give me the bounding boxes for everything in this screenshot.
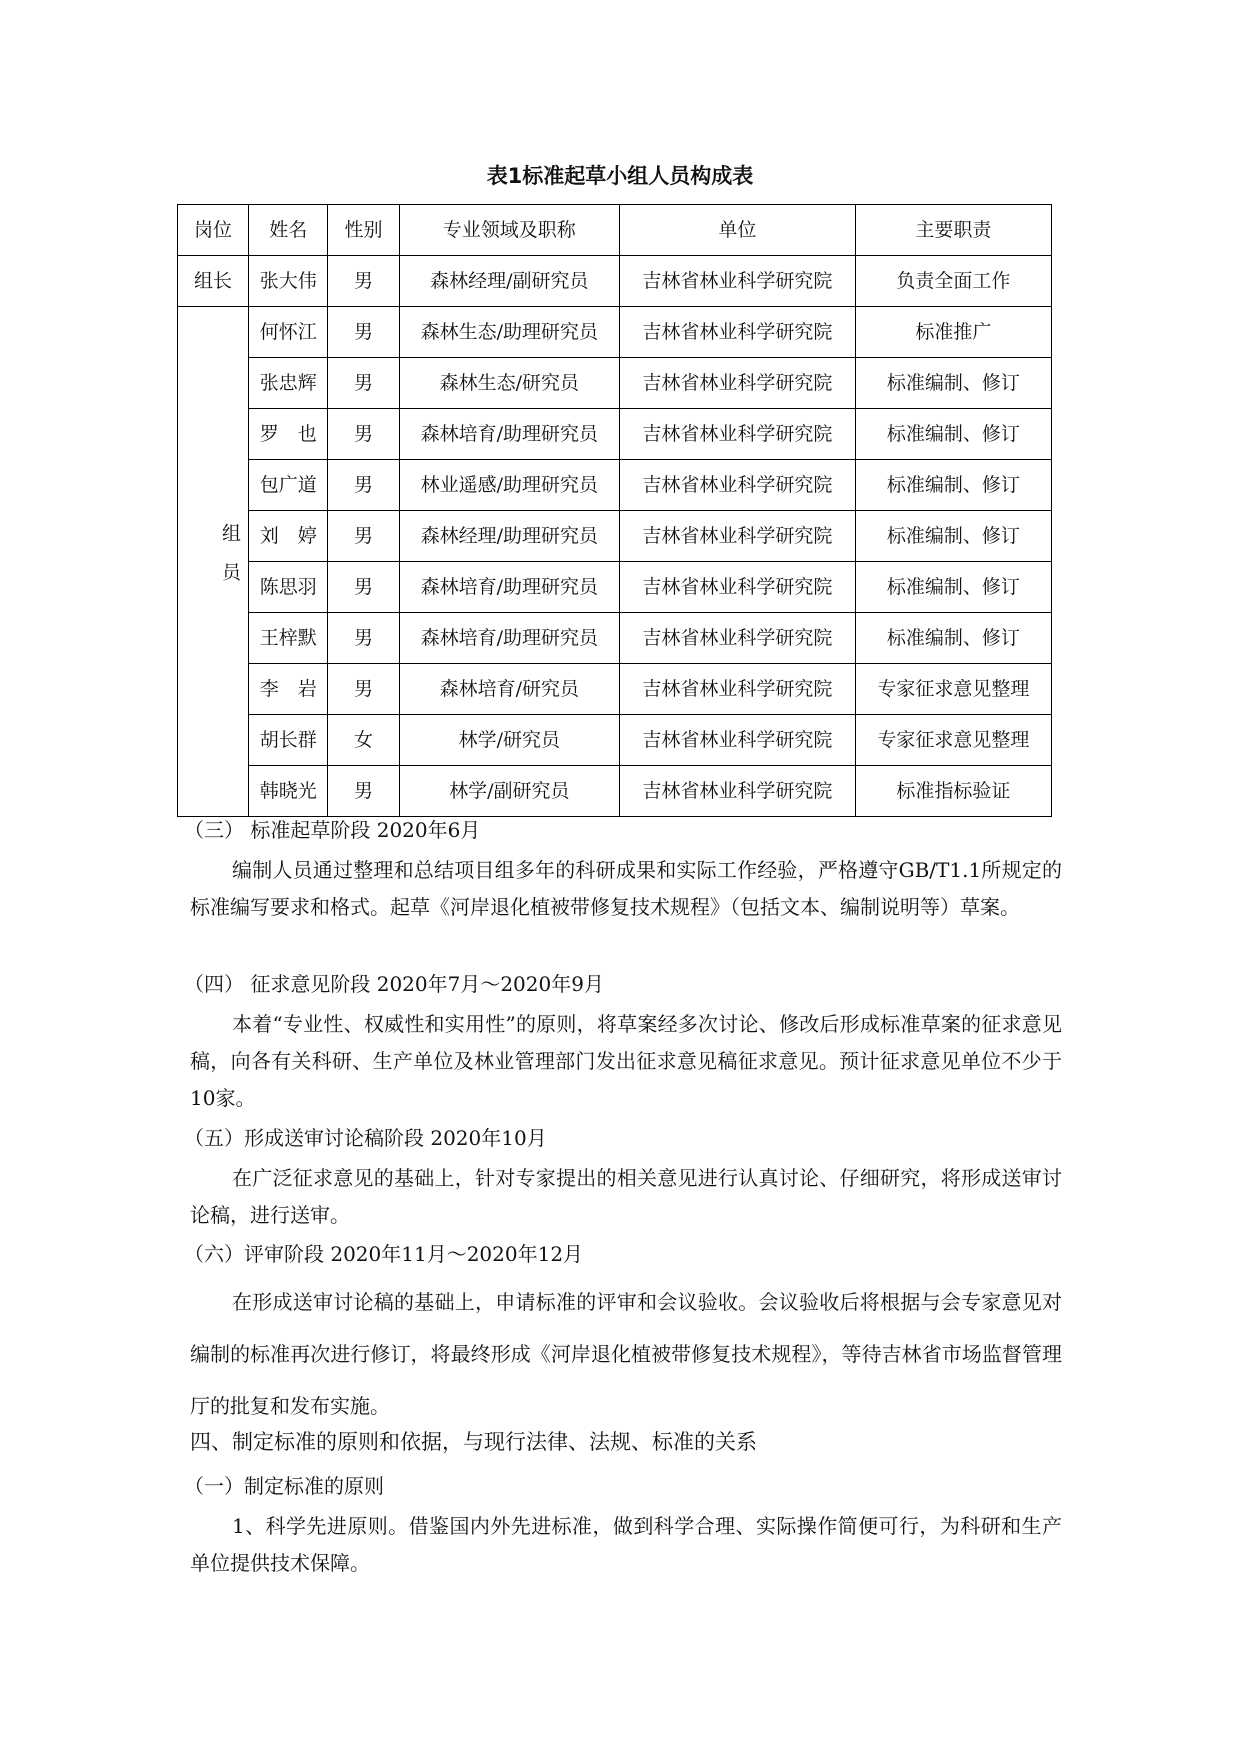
- duty-cell: 标准指标验证: [855, 766, 1051, 817]
- table-row: [178, 562, 1052, 613]
- section-5-heading: （五）形成送审讨论稿阶段 2020年10月: [184, 1126, 547, 1150]
- member-role-cell: [178, 307, 249, 817]
- duty-cell: 负责全面工作: [855, 256, 1051, 307]
- name-cell: 王梓默: [249, 613, 328, 664]
- duty-cell: 专家征求意见整理: [855, 664, 1051, 715]
- gender-cell: 男: [328, 766, 399, 817]
- header-cell: 主要职责: [855, 205, 1051, 256]
- table-row: [178, 664, 1052, 715]
- gender-cell: 男: [328, 256, 399, 307]
- name-cell: 包广道: [249, 460, 328, 511]
- field-cell: 森林生态/助理研究员: [399, 307, 620, 358]
- name-cell: 刘 婷: [249, 511, 328, 562]
- unit-cell: 吉林省林业科学研究院: [620, 664, 856, 715]
- section-3-heading: （三） 标准起草阶段 2020年6月: [184, 818, 481, 842]
- gender-cell: 男: [328, 307, 399, 358]
- duty-cell: 标准编制、修订: [855, 511, 1051, 562]
- name-cell: 何怀江: [249, 307, 328, 358]
- name-cell: 张忠辉: [249, 358, 328, 409]
- header-cell: 专业领域及职称: [399, 205, 620, 256]
- duty-cell: 专家征求意见整理: [855, 715, 1051, 766]
- staff-table: [177, 204, 1052, 817]
- unit-cell: 吉林省林业科学研究院: [620, 715, 856, 766]
- gender-cell: 男: [328, 664, 399, 715]
- gender-cell: 男: [328, 358, 399, 409]
- table-title: 表1标准起草小组人员构成表: [486, 164, 754, 188]
- subsection-1-body: 1、科学先进原则。借鉴国内外先进标准，做到科学合理、实际操作简便可行，为科研和生产单位提供技术保障。: [190, 1514, 1062, 1575]
- unit-cell: 吉林省林业科学研究院: [620, 358, 856, 409]
- section-4-heading: （四） 征求意见阶段 2020年7月～2020年9月: [184, 972, 604, 996]
- table-header-row: [178, 205, 1052, 256]
- section-6-heading: （六）评审阶段 2020年11月～2020年12月: [184, 1242, 584, 1266]
- table-row: [178, 358, 1052, 409]
- member-role-label: 组员: [219, 522, 241, 601]
- gender-cell: 男: [328, 511, 399, 562]
- gender-cell: 男: [328, 562, 399, 613]
- name-cell: 张大伟: [249, 256, 328, 307]
- field-cell: 森林经理/助理研究员: [399, 511, 620, 562]
- field-cell: 林学/副研究员: [399, 766, 620, 817]
- subsection-1-heading: （一）制定标准的原则: [184, 1474, 384, 1498]
- table-row: [178, 613, 1052, 664]
- duty-cell: 标准编制、修订: [855, 358, 1051, 409]
- gender-cell: 男: [328, 409, 399, 460]
- name-cell: 李 岩: [249, 664, 328, 715]
- table-row: [178, 256, 1052, 307]
- unit-cell: 吉林省林业科学研究院: [620, 460, 856, 511]
- header-cell: 单位: [620, 205, 856, 256]
- duty-cell: 标准编制、修订: [855, 460, 1051, 511]
- field-cell: 森林培育/助理研究员: [399, 409, 620, 460]
- table-row: [178, 715, 1052, 766]
- name-cell: 陈思羽: [249, 562, 328, 613]
- field-cell: 森林生态/研究员: [399, 358, 620, 409]
- field-cell: 森林培育/助理研究员: [399, 613, 620, 664]
- field-cell: 森林培育/助理研究员: [399, 562, 620, 613]
- name-cell: 罗 也: [249, 409, 328, 460]
- section-6-body: 在形成送审讨论稿的基础上，申请标准的评审和会议验收。会议验收后将根据与会专家意见对编制的标准再次进行修订，将最终形成《河岸退化植被带修复技术规程》，等待吉林省市场监督管理厅的批复和发布实施。: [190, 1290, 1062, 1418]
- field-cell: 森林培育/研究员: [399, 664, 620, 715]
- unit-cell: 吉林省林业科学研究院: [620, 409, 856, 460]
- table-row: [178, 409, 1052, 460]
- duty-cell: 标准推广: [855, 307, 1051, 358]
- unit-cell: 吉林省林业科学研究院: [620, 562, 856, 613]
- gender-cell: 男: [328, 613, 399, 664]
- section-3-body: 编制人员通过整理和总结项目组多年的科研成果和实际工作经验，严格遵守GB/T1.1所规定的标准编写要求和格式。起草《河岸退化植被带修复技术规程》（包括文本、编制说明等）草案。: [190, 858, 1062, 919]
- unit-cell: 吉林省林业科学研究院: [620, 256, 856, 307]
- name-cell: 胡长群: [249, 715, 328, 766]
- duty-cell: 标准编制、修订: [855, 613, 1051, 664]
- unit-cell: 吉林省林业科学研究院: [620, 307, 856, 358]
- table-row: [178, 766, 1052, 817]
- name-cell: 韩晓光: [249, 766, 328, 817]
- part-4-heading: 四、制定标准的原则和依据，与现行法律、法规、标准的关系: [190, 1430, 757, 1454]
- gender-cell: 男: [328, 460, 399, 511]
- field-cell: 林业遥感/助理研究员: [399, 460, 620, 511]
- role-cell: 组长: [178, 256, 249, 307]
- duty-cell: 标准编制、修订: [855, 562, 1051, 613]
- gender-cell: 女: [328, 715, 399, 766]
- header-cell: 姓名: [249, 205, 328, 256]
- table-row: [178, 511, 1052, 562]
- field-cell: 森林经理/副研究员: [399, 256, 620, 307]
- unit-cell: 吉林省林业科学研究院: [620, 511, 856, 562]
- section-5-body: 在广泛征求意见的基础上，针对专家提出的相关意见进行认真讨论、仔细研究，将形成送审讨论稿，进行送审。: [190, 1166, 1062, 1227]
- header-cell: 岗位: [178, 205, 249, 256]
- header-cell: 性别: [328, 205, 399, 256]
- section-4-body: 本着“专业性、权威性和实用性”的原则，将草案经多次讨论、修改后形成标准草案的征求意见稿，向各有关科研、生产单位及林业管理部门发出征求意见稿征求意见。预计征求意见单位不少于10家。: [190, 1012, 1062, 1110]
- table-row: [178, 460, 1052, 511]
- table-row: [178, 307, 1052, 358]
- duty-cell: 标准编制、修订: [855, 409, 1051, 460]
- field-cell: 林学/研究员: [399, 715, 620, 766]
- unit-cell: 吉林省林业科学研究院: [620, 613, 856, 664]
- unit-cell: 吉林省林业科学研究院: [620, 766, 856, 817]
